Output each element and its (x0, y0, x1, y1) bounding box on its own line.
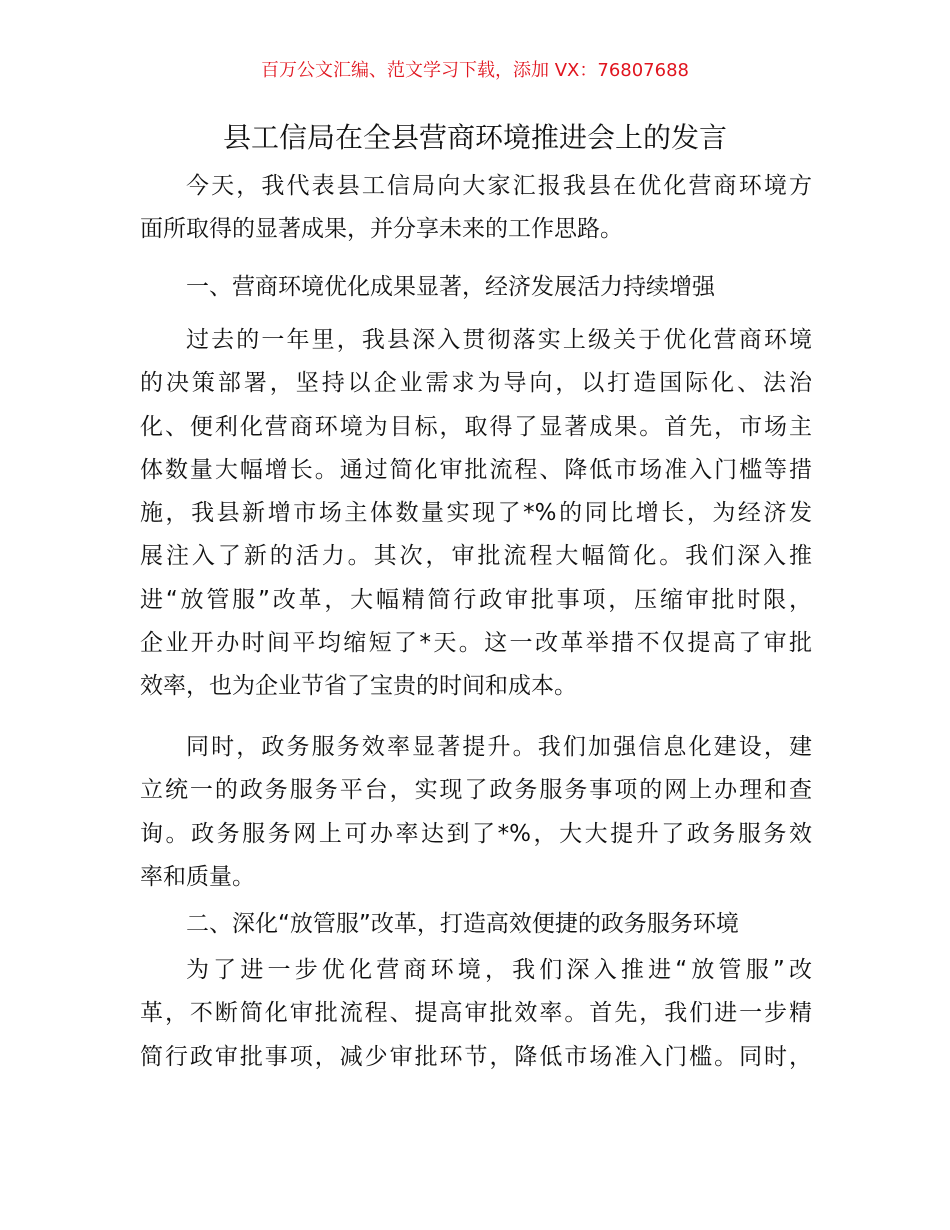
text-line: 企业开办时间平均缩短了*天。这一改革举措不仅提高了审批 (140, 630, 812, 657)
text-line: 革，不断简化审批流程、提高审批效率。首先，我们进一步精 (140, 1000, 812, 1027)
text-line: 进“放管服”改革，大幅精简行政审批事项，压缩审批时限， (140, 586, 812, 613)
text-line: 立统一的政务服务平台，实现了政务服务事项的网上办理和查 (140, 777, 812, 804)
paragraph (140, 319, 812, 709)
paragraph (140, 266, 812, 309)
text-line: 简行政审批事项，减少审批环节，降低市场准入门槛。同时， (140, 1043, 812, 1070)
document-title: 县工信局在全县营商环境推进会上的发言 (222, 121, 727, 154)
text-line: 过去的一年里，我县深入贯彻落实上级关于优化营商环境 (186, 327, 812, 353)
text-line: 询。政务服务网上可办率达到了*%，大大提升了政务服务效 (140, 820, 812, 847)
paragraph (140, 903, 812, 946)
text-line: 二、深化“放管服”改革，打造高效便捷的政务服务环境 (186, 911, 739, 937)
text-line: 今天，我代表县工信局向大家汇报我县在优化营商环境方 (186, 173, 812, 199)
text-line: 率和质量。 (140, 863, 255, 890)
text-line: 为了进一步优化营商环境，我们深入推进“放管服”改 (186, 957, 812, 983)
paragraph (140, 726, 812, 899)
paragraph (140, 949, 812, 1079)
watermark-header: 百万公文汇编、范文学习下载，添加 VX：76807688 (261, 60, 689, 81)
paragraph (140, 165, 812, 252)
text-line: 展注入了新的活力。其次，审批流程大幅简化。我们深入推 (140, 543, 812, 570)
text-line: 化、便利化营商环境为目标，取得了显著成果。首先，市场主 (140, 413, 812, 440)
text-line: 施，我县新增市场主体数量实现了*%的同比增长，为经济发 (140, 500, 812, 527)
text-line: 效率，也为企业节省了宝贵的时间和成本。 (140, 673, 577, 700)
text-line: 体数量大幅增长。通过简化审批流程、降低市场准入门槛等措 (140, 456, 812, 483)
text-line: 一、营商环境优化成果显著，经济发展活力持续增强 (186, 274, 715, 300)
text-line: 的决策部署，坚持以企业需求为导向，以打造国际化、法治 (140, 370, 812, 397)
text-line: 面所取得的显著成果，并分享未来的工作思路。 (140, 216, 623, 243)
text-line: 同时，政务服务效率显著提升。我们加强信息化建设，建 (186, 734, 812, 760)
